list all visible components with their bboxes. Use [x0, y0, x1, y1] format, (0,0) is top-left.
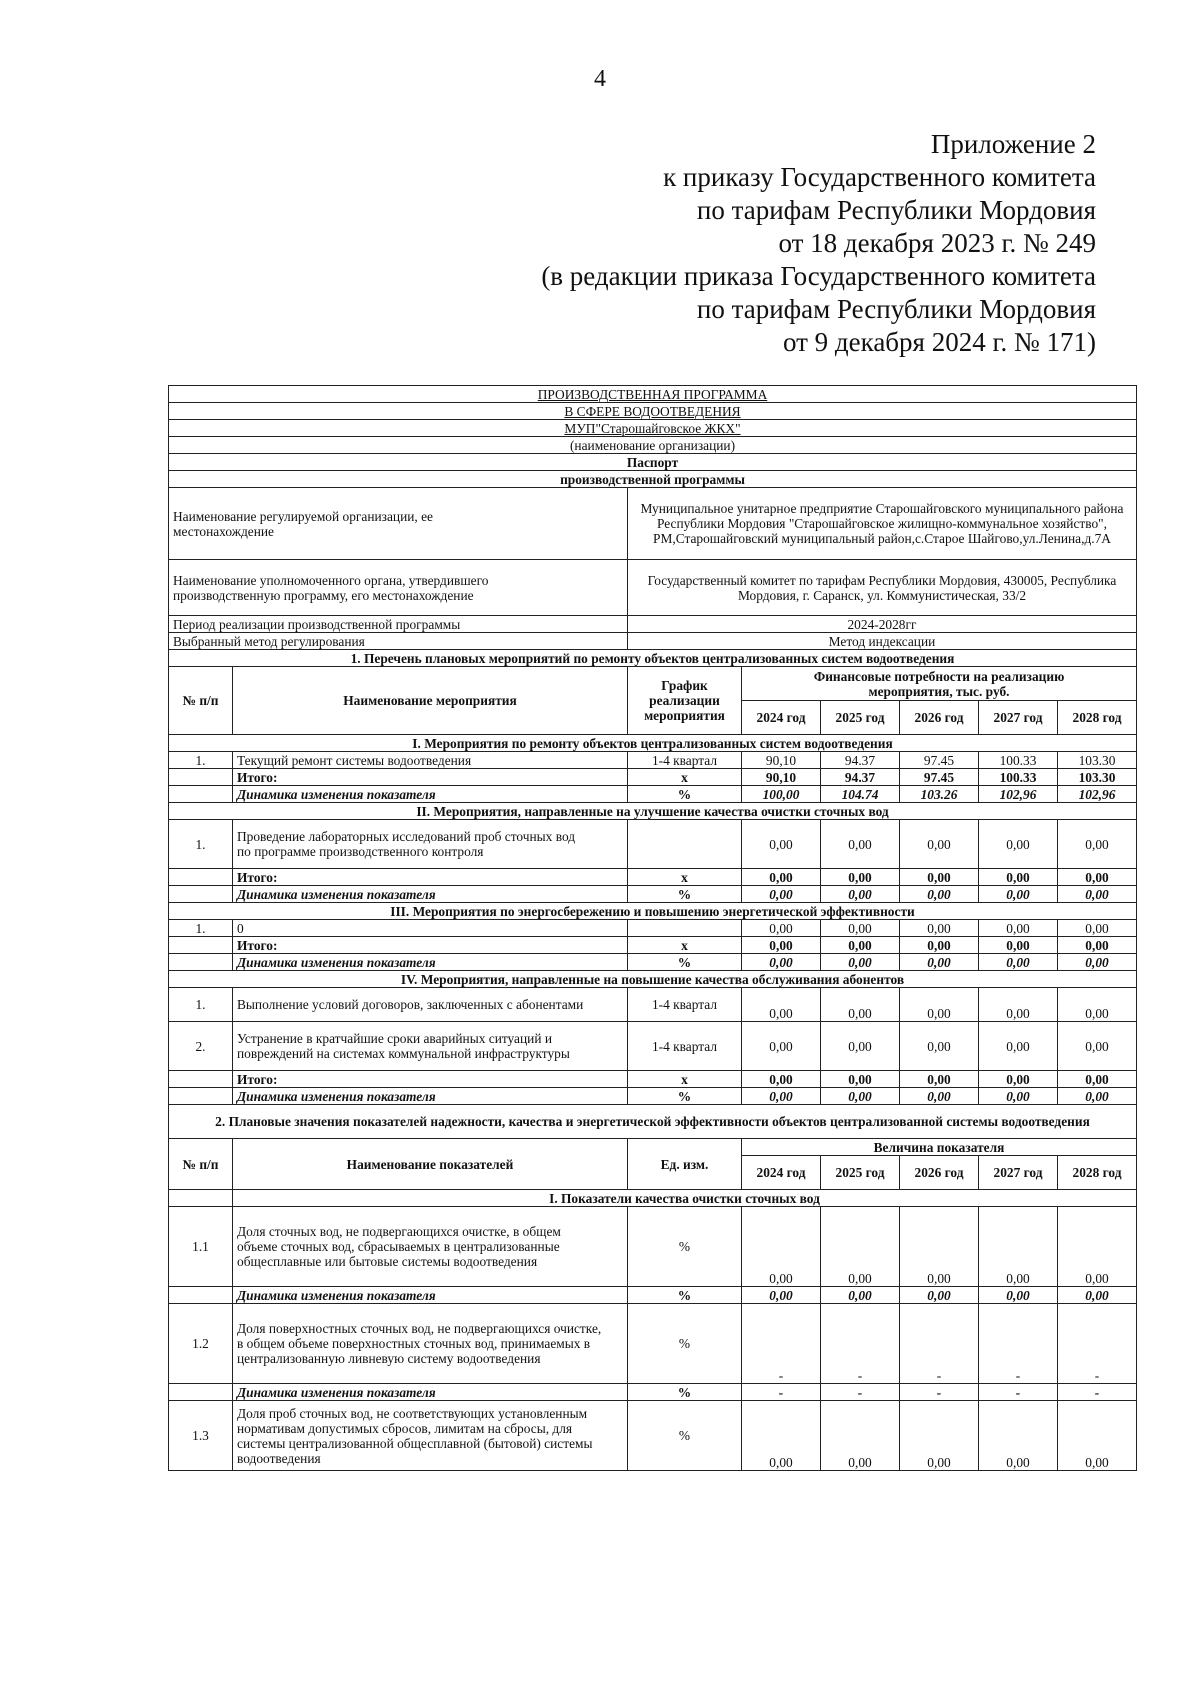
total-label: Итого:	[233, 1071, 628, 1088]
method-label: Выбранный метод регулирования	[169, 633, 628, 650]
row-name: Доля поверхностных сточных вод, не подвергающихся очистке, в общем объеме поверхностных сточных вод, принимаемых в централизованную ливневую систему водоотведения	[233, 1304, 628, 1384]
col-header-no: № п/п	[169, 667, 233, 735]
row-value: -	[979, 1304, 1058, 1384]
row-value: 0,00	[821, 1401, 900, 1471]
dynamics-label: Динамика изменения показателя	[233, 1287, 628, 1304]
total-value: 103.30	[1058, 769, 1137, 786]
row-value: -	[821, 1304, 900, 1384]
col-header-unit: Ед. изм.	[628, 1139, 742, 1190]
row-value: 0,00	[1058, 1022, 1137, 1071]
program-title: ПРОИЗВОДСТВЕННАЯ ПРОГРАММА	[169, 386, 1137, 403]
dynamics-value: 0,00	[821, 1088, 900, 1105]
program-subtitle: В СФЕРЕ ВОДООТВЕДЕНИЯ	[169, 403, 1137, 420]
authority-label: Наименование уполномоченного органа, утвердившего производственную программу, его местонахождение	[169, 560, 628, 616]
year-header: 2028 год	[1058, 701, 1137, 735]
dynamics-value: 0,00	[979, 1088, 1058, 1105]
row-value: 0,00	[900, 820, 979, 869]
dynamics-value: -	[979, 1384, 1058, 1401]
total-value: 0,00	[900, 1071, 979, 1088]
row-value: 0,00	[742, 920, 821, 937]
row-value: 100.33	[979, 752, 1058, 769]
period-label: Период реализации производственной программы	[169, 616, 628, 633]
total-value: 0,00	[979, 937, 1058, 954]
row-no: 2.	[169, 1022, 233, 1071]
dynamics-unit: %	[628, 786, 742, 803]
total-value: 97.45	[900, 769, 979, 786]
dynamics-value: 0,00	[900, 886, 979, 903]
dynamics-unit: %	[628, 886, 742, 903]
row-value: 0,00	[821, 988, 900, 1022]
total-label: Итого:	[233, 869, 628, 886]
col-header-fin: Финансовые потребности на реализацию мероприятия, тыс. руб.	[742, 667, 1137, 701]
row-unit: %	[628, 1401, 742, 1471]
dynamics-value: 100,00	[742, 786, 821, 803]
dynamics-value: -	[742, 1384, 821, 1401]
row-value: 0,00	[821, 1022, 900, 1071]
dynamics-value: 0,00	[742, 886, 821, 903]
row-value: -	[1058, 1304, 1137, 1384]
row-value: 0,00	[821, 920, 900, 937]
dynamics-value: 0,00	[1058, 886, 1137, 903]
row-value: 0,00	[979, 1207, 1058, 1287]
year-header: 2028 год	[1058, 1156, 1137, 1190]
dynamics-value: 0,00	[821, 886, 900, 903]
total-value: 94.37	[821, 769, 900, 786]
row-value: 0,00	[742, 1022, 821, 1071]
row-value: 94.37	[821, 752, 900, 769]
section2-title: 2. Плановые значения показателей надежности, качества и энергетической эффективности объектов централизованной системы водоотведения	[169, 1105, 1137, 1139]
empty-cell	[169, 954, 233, 971]
row-value: -	[900, 1304, 979, 1384]
year-header: 2026 год	[900, 1156, 979, 1190]
total-value: 100.33	[979, 769, 1058, 786]
dynamics-value: 0,00	[742, 1088, 821, 1105]
group-title: IV. Мероприятия, направленные на повышение качества обслуживания абонентов	[169, 971, 1137, 988]
dynamics-value: 0,00	[900, 1287, 979, 1304]
dynamics-value: 0,00	[979, 886, 1058, 903]
row-schedule	[628, 820, 742, 869]
group-title: III. Мероприятия по энергосбережению и повышению энергетической эффективности	[169, 903, 1137, 920]
empty-cell	[169, 937, 233, 954]
row-value: 0,00	[1058, 920, 1137, 937]
row-value: -	[742, 1304, 821, 1384]
group-title: I. Мероприятия по ремонту объектов централизованных систем водоотведения	[169, 735, 1137, 752]
empty-cell	[169, 786, 233, 803]
col-header-name: Наименование показателей	[233, 1139, 628, 1190]
appendix-block	[541, 128, 1096, 359]
dynamics-value: -	[1058, 1384, 1137, 1401]
row-name: 0	[233, 920, 628, 937]
year-header: 2024 год	[742, 701, 821, 735]
group-title: II. Мероприятия, направленные на улучшение качества очистки сточных вод	[169, 803, 1137, 820]
row-unit: %	[628, 1207, 742, 1287]
total-unit: х	[628, 937, 742, 954]
period-value: 2024-2028гг	[628, 616, 1137, 633]
passport-subtitle: производственной программы	[169, 471, 1137, 488]
total-unit: х	[628, 1071, 742, 1088]
total-unit: х	[628, 869, 742, 886]
row-schedule: 1-4 квартал	[628, 1022, 742, 1071]
total-value: 0,00	[1058, 869, 1137, 886]
dynamics-label: Динамика изменения показателя	[233, 1088, 628, 1105]
appendix-line: от 18 декабря 2023 г. № 249	[778, 228, 1096, 258]
empty-cell	[169, 1384, 233, 1401]
row-name: Доля сточных вод, не подвергающихся очистке, в общем объеме сточных вод, сбрасываемых в централизованные общесплавные или бытовые системы водоотведения	[233, 1207, 628, 1287]
dynamics-value: 102,96	[979, 786, 1058, 803]
year-header: 2024 год	[742, 1156, 821, 1190]
row-value: 0,00	[979, 1401, 1058, 1471]
total-value: 0,00	[821, 937, 900, 954]
row-schedule: 1-4 квартал	[628, 988, 742, 1022]
row-no: 1.1	[169, 1207, 233, 1287]
col-header-value: Величина показателя	[742, 1139, 1137, 1156]
appendix-line: к приказу Государственного комитета	[663, 162, 1096, 192]
total-unit: х	[628, 769, 742, 786]
dynamics-unit: %	[628, 1384, 742, 1401]
dynamics-value: 0,00	[1058, 1088, 1137, 1105]
dynamics-value: 0,00	[979, 954, 1058, 971]
empty-cell	[169, 1287, 233, 1304]
dynamics-label: Динамика изменения показателя	[233, 954, 628, 971]
total-value: 0,00	[900, 937, 979, 954]
row-value: 0,00	[742, 1207, 821, 1287]
row-schedule	[628, 920, 742, 937]
row-value: 0,00	[900, 1401, 979, 1471]
row-value: 0,00	[742, 1401, 821, 1471]
row-value: 0,00	[900, 1022, 979, 1071]
year-header: 2025 год	[821, 701, 900, 735]
dynamics-value: -	[821, 1384, 900, 1401]
dynamics-unit: %	[628, 954, 742, 971]
empty-cell	[169, 769, 233, 786]
authority-value: Государственный комитет по тарифам Республики Мордовия, 430005, Республика Мордовия, г. Саранск, ул. Коммунистическая, 33/2	[628, 560, 1137, 616]
appendix-line: Приложение 2	[930, 129, 1096, 159]
org-label: Наименование регулируемой организации, ее местонахождение	[169, 488, 628, 560]
empty-cell	[169, 1088, 233, 1105]
organization-caption: (наименование организации)	[169, 437, 1137, 454]
appendix-line: по тарифам Республики Мордовия	[696, 294, 1096, 324]
row-value: 0,00	[979, 988, 1058, 1022]
empty-cell	[169, 1190, 233, 1207]
row-value: 0,00	[1058, 820, 1137, 869]
row-schedule: 1-4 квартал	[628, 752, 742, 769]
row-no: 1.3	[169, 1401, 233, 1471]
row-unit: %	[628, 1304, 742, 1384]
empty-cell	[169, 869, 233, 886]
total-value: 0,00	[979, 869, 1058, 886]
dynamics-value: 103.26	[900, 786, 979, 803]
total-value: 0,00	[742, 1071, 821, 1088]
row-value: 103.30	[1058, 752, 1137, 769]
appendix-line: от 9 декабря 2024 г. № 171)	[782, 327, 1096, 357]
dynamics-value: 0,00	[1058, 1287, 1137, 1304]
total-value: 0,00	[1058, 937, 1137, 954]
row-no: 1.	[169, 820, 233, 869]
row-name: Текущий ремонт системы водоотведения	[233, 752, 628, 769]
row-value: 0,00	[900, 920, 979, 937]
total-value: 0,00	[979, 1071, 1058, 1088]
section1-title: 1. Перечень плановых мероприятий по ремонту объектов централизованных систем водоотведения	[169, 650, 1137, 667]
row-name: Устранение в кратчайшие сроки аварийных ситуаций и повреждений на системах коммунальной инфраструктуры	[233, 1022, 628, 1071]
row-value: 0,00	[1058, 1207, 1137, 1287]
total-value: 0,00	[821, 869, 900, 886]
dynamics-value: 0,00	[900, 954, 979, 971]
total-value: 0,00	[900, 869, 979, 886]
row-value: 0,00	[900, 988, 979, 1022]
dynamics-label: Динамика изменения показателя	[233, 786, 628, 803]
row-value: 0,00	[821, 820, 900, 869]
dynamics-value: 0,00	[742, 954, 821, 971]
row-value: 0,00	[900, 1207, 979, 1287]
row-no: 1.	[169, 920, 233, 937]
dynamics-label: Динамика изменения показателя	[233, 886, 628, 903]
dynamics-value: 0,00	[821, 1287, 900, 1304]
row-name: Доля проб сточных вод, не соответствующих установленным нормативам допустимых сбросов, лимитам на сбросы, для системы централизованной общесплавной (бытовой) системы водоотведения	[233, 1401, 628, 1471]
year-header: 2025 год	[821, 1156, 900, 1190]
row-value: 0,00	[742, 820, 821, 869]
row-value: 0,00	[742, 988, 821, 1022]
row-name: Проведение лабораторных исследований проб сточных вод по программе производственного контроля	[233, 820, 628, 869]
row-no: 1.	[169, 988, 233, 1022]
dynamics-label: Динамика изменения показателя	[233, 1384, 628, 1401]
total-value: 0,00	[1058, 1071, 1137, 1088]
dynamics-value: 0,00	[1058, 954, 1137, 971]
col-header-no: № п/п	[169, 1139, 233, 1190]
row-value: 0,00	[979, 920, 1058, 937]
dynamics-value: 0,00	[979, 1287, 1058, 1304]
dynamics-value: 0,00	[742, 1287, 821, 1304]
col-header-name: Наименование мероприятия	[233, 667, 628, 735]
empty-cell	[169, 886, 233, 903]
empty-cell	[169, 1071, 233, 1088]
org-value: Муниципальное унитарное предприятие Старошайговского муниципального района Республики Мордовия "Старошайговское жилищно-коммунальное хозяйство", РМ,Старошайговский муниципальный район,с.Старое Шайгово,ул.Ленина,д.7А	[628, 488, 1137, 560]
total-value: 0,00	[821, 1071, 900, 1088]
method-value: Метод индексации	[628, 633, 1137, 650]
page-number: 4	[594, 66, 606, 92]
row-no: 1.2	[169, 1304, 233, 1384]
row-value: 0,00	[1058, 1401, 1137, 1471]
appendix-line: по тарифам Республики Мордовия	[696, 195, 1096, 225]
row-name: Выполнение условий договоров, заключенных с абонентами	[233, 988, 628, 1022]
dynamics-value: -	[900, 1384, 979, 1401]
row-value: 0,00	[979, 1022, 1058, 1071]
passport-title: Паспорт	[169, 454, 1137, 471]
col-header-schedule: График реализации мероприятия	[628, 667, 742, 735]
dynamics-value: 0,00	[900, 1088, 979, 1105]
year-header: 2027 год	[979, 1156, 1058, 1190]
dynamics-value: 102,96	[1058, 786, 1137, 803]
dynamics-value: 104.74	[821, 786, 900, 803]
row-value: 97.45	[900, 752, 979, 769]
total-value: 0,00	[742, 869, 821, 886]
row-value: 0,00	[979, 820, 1058, 869]
row-value: 0,00	[821, 1207, 900, 1287]
production-program-table	[168, 385, 1137, 1471]
total-value: 0,00	[742, 937, 821, 954]
total-label: Итого:	[233, 769, 628, 786]
dynamics-value: 0,00	[821, 954, 900, 971]
year-header: 2027 год	[979, 701, 1058, 735]
dynamics-unit: %	[628, 1088, 742, 1105]
group-title: I. Показатели качества очистки сточных вод	[233, 1190, 1137, 1207]
total-label: Итого:	[233, 937, 628, 954]
row-value: 90,10	[742, 752, 821, 769]
year-header: 2026 год	[900, 701, 979, 735]
row-no: 1.	[169, 752, 233, 769]
appendix-line: (в редакции приказа Государственного комитета	[541, 261, 1096, 291]
organization-name: МУП"Старошайговское ЖКХ"	[169, 420, 1137, 437]
row-value: 0,00	[1058, 988, 1137, 1022]
total-value: 90,10	[742, 769, 821, 786]
dynamics-unit: %	[628, 1287, 742, 1304]
